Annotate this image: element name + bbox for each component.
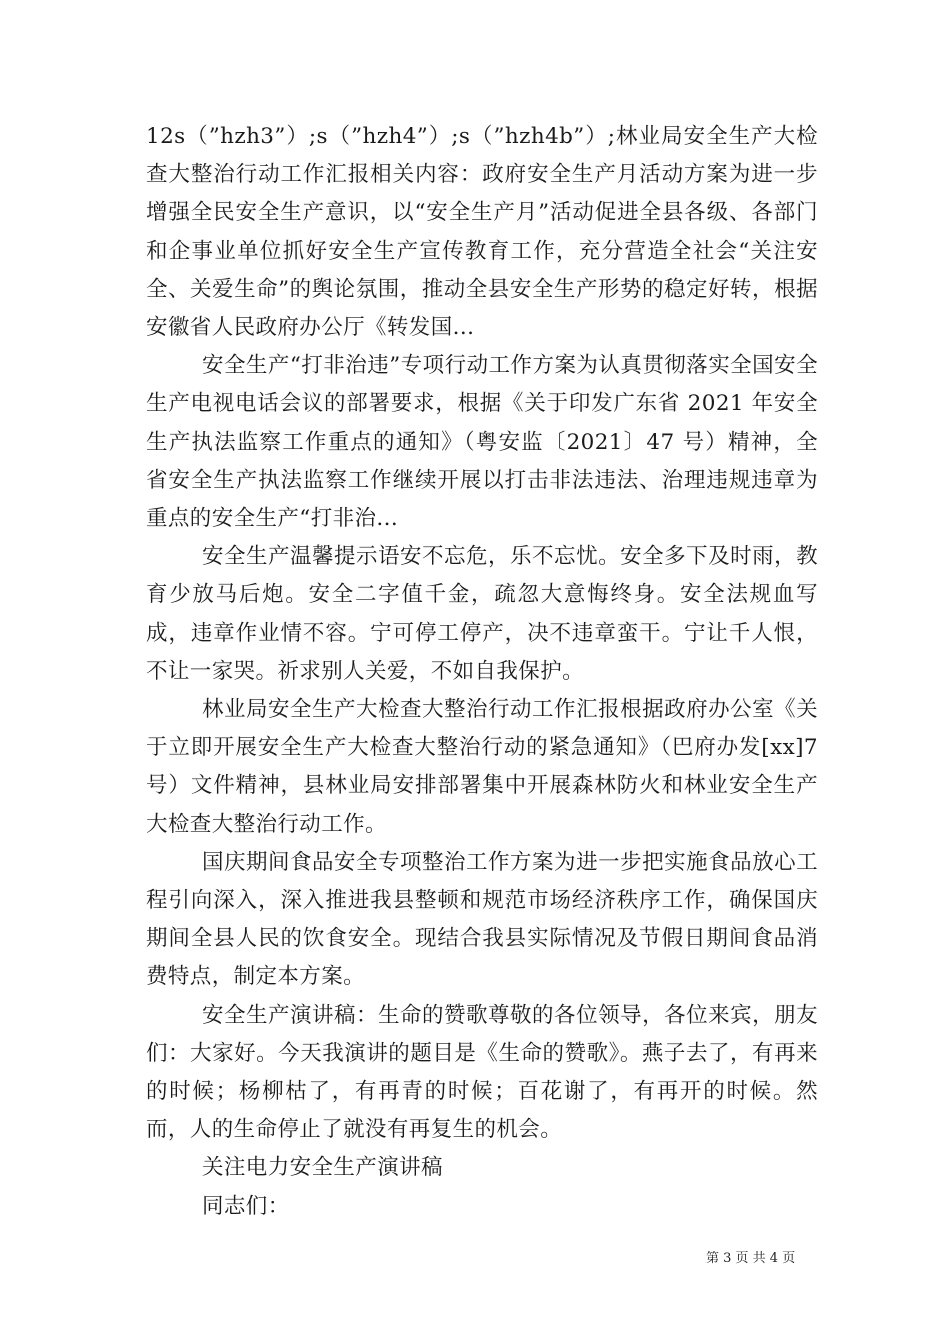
paragraph-illegal-activity-campaign: 安全生产“打非治违”专项行动工作方案为认真贯彻落实全国安全生产电视电话会议的部署要求，根据《关于印发广东省 2021 年安全生产执法监察工作重点的通知》（粤安监〔2021〕47 号）精神，全省安全生产执法监察工作继续开展以打击非法违法、治理违规违章为重点的安全生产“打非治... (146, 353, 818, 532)
document-body (146, 118, 818, 1226)
paragraph-forestry-inspection-report: 林业局安全生产大检查大整治行动工作汇报根据政府办公室《关于立即开展安全生产大检查大整治行动的紧急通知》（巴府办发[xx]7 号）文件精神，县林业局安排部署集中开展森林防火和林业安全生产大检查大整治行动工作。 (146, 697, 818, 837)
paragraph-food-safety-plan: 国庆期间食品安全专项整治工作方案为进一步把实施食品放心工程引向深入，深入推进我县整顿和规范市场经济秩序工作，确保国庆期间全县人民的饮食安全。现结合我县实际情况及节假日期间食品消费特点，制定本方案。 (146, 849, 818, 990)
paragraph-power-safety-title: 关注电力安全生产演讲稿 (202, 1155, 443, 1181)
paragraph-safety-slogans: 安全生产温馨提示语安不忘危，乐不忘忧。安全多下及时雨，教育少放马后炮。安全二字值千金，疏忽大意悔终身。安全法规血写成，违章作业情不容。宁可停工停产，决不违章蛮干。宁让千人恨，不让一家哭。祈求别人关爱，不如自我保护。 (146, 544, 818, 684)
page-number-footer: 第 3 页 共 4 页 (706, 1251, 796, 1266)
paragraph-safety-speech: 安全生产演讲稿：生命的赞歌尊敬的各位领导，各位来宾，朋友们：大家好。今天我演讲的题目是《生命的赞歌》。燕子去了，有再来的时候；杨柳枯了，有再青的时候；百花谢了，有再开的时候。然而，人的生命停止了就没有再复生的机会。 (146, 1002, 818, 1143)
paragraph-salutation: 同志们： (202, 1193, 290, 1219)
paragraph-summary-forestry-bureau: 12s（”hzh3”）;s（”hzh4”）;s（”hzh4b”）;林业局安全生产大检查大整治行动工作汇报相关内容：政府安全生产月活动方案为进一步增强全民安全生产意识，以“安全生产月”活动促进全县各级、各部门和企事业单位抓好安全生产宣传教育工作，充分营造全社会“关注安全、关爱生命”的舆论氛围，推动全县安全生产形势的稳定好转，根据安徽省人民政府办公厅《转发国... (146, 124, 818, 341)
